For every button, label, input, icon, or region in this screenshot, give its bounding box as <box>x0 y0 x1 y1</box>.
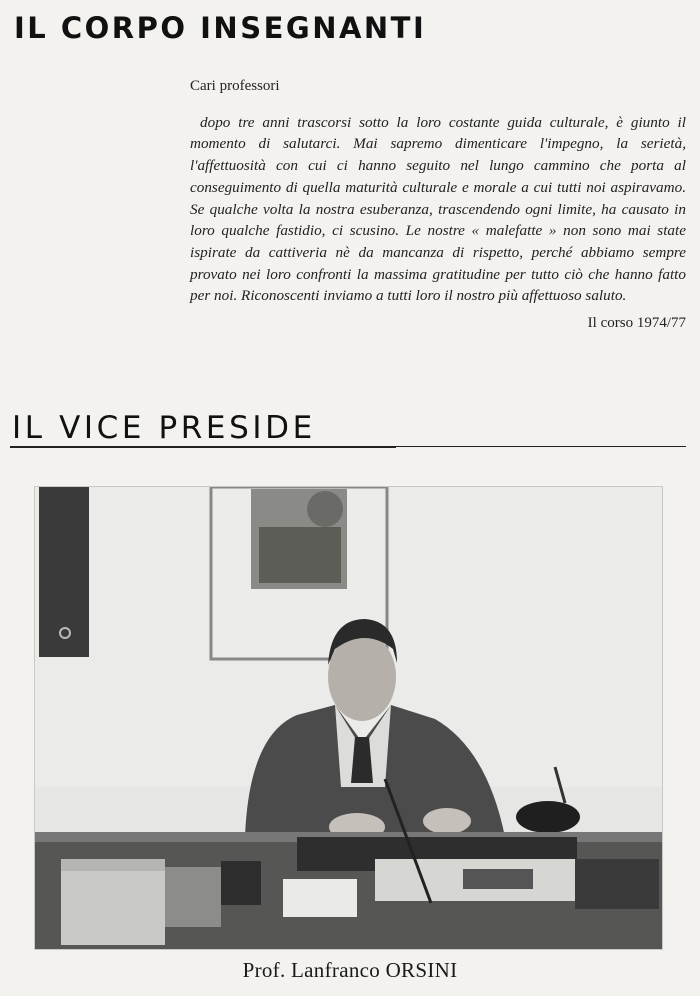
desk-tray <box>575 859 659 909</box>
wall-panel <box>39 487 89 657</box>
letter-body: dopo tre anni trascorsi sotto la loro costante guida culturale, è giunto il momento di salutarci. Mai sapremo dimenticare l'impegno, la serietà, l'affettuosità con cui ci hanno seguito nel lungo cammino che porta al conseguimento di quella maturità culturale e morale a cui tutti noi aspiravamo. Se qualche volta la nostra esuberanza, trascendendo ogni limite, ha causato in loro qualche fastidio, ci scusino. Le nostre « malefatte » non sono mai state ispirate da cattiveria nè da mancanza di rispetto, perché abbiamo sempre provato nei loro confronti la massima gratitudine per tutto ciò che hanno fatto per noi. Riconoscenti inviamo a tutti loro il nostro più affettuoso saluto. <box>190 113 686 305</box>
section-title-vice-preside: IL VICE PRESIDE <box>12 410 316 446</box>
section-title-corpo-insegnanti: IL CORPO INSEGNANTI <box>14 11 427 45</box>
telephone <box>516 801 580 833</box>
desk-card-box <box>61 859 165 945</box>
heading-rule <box>396 446 686 447</box>
letter-salutation: Cari professori <box>190 78 280 94</box>
photo-caption: Prof. Lanfranco ORSINI <box>242 958 458 982</box>
letter-signature: Il corso 1974/77 <box>587 315 686 332</box>
vice-preside-photo <box>34 486 663 950</box>
pen-holder <box>221 861 261 905</box>
heading-underline <box>10 446 396 448</box>
letter-block <box>190 76 686 335</box>
office-portrait-illustration <box>35 487 662 949</box>
